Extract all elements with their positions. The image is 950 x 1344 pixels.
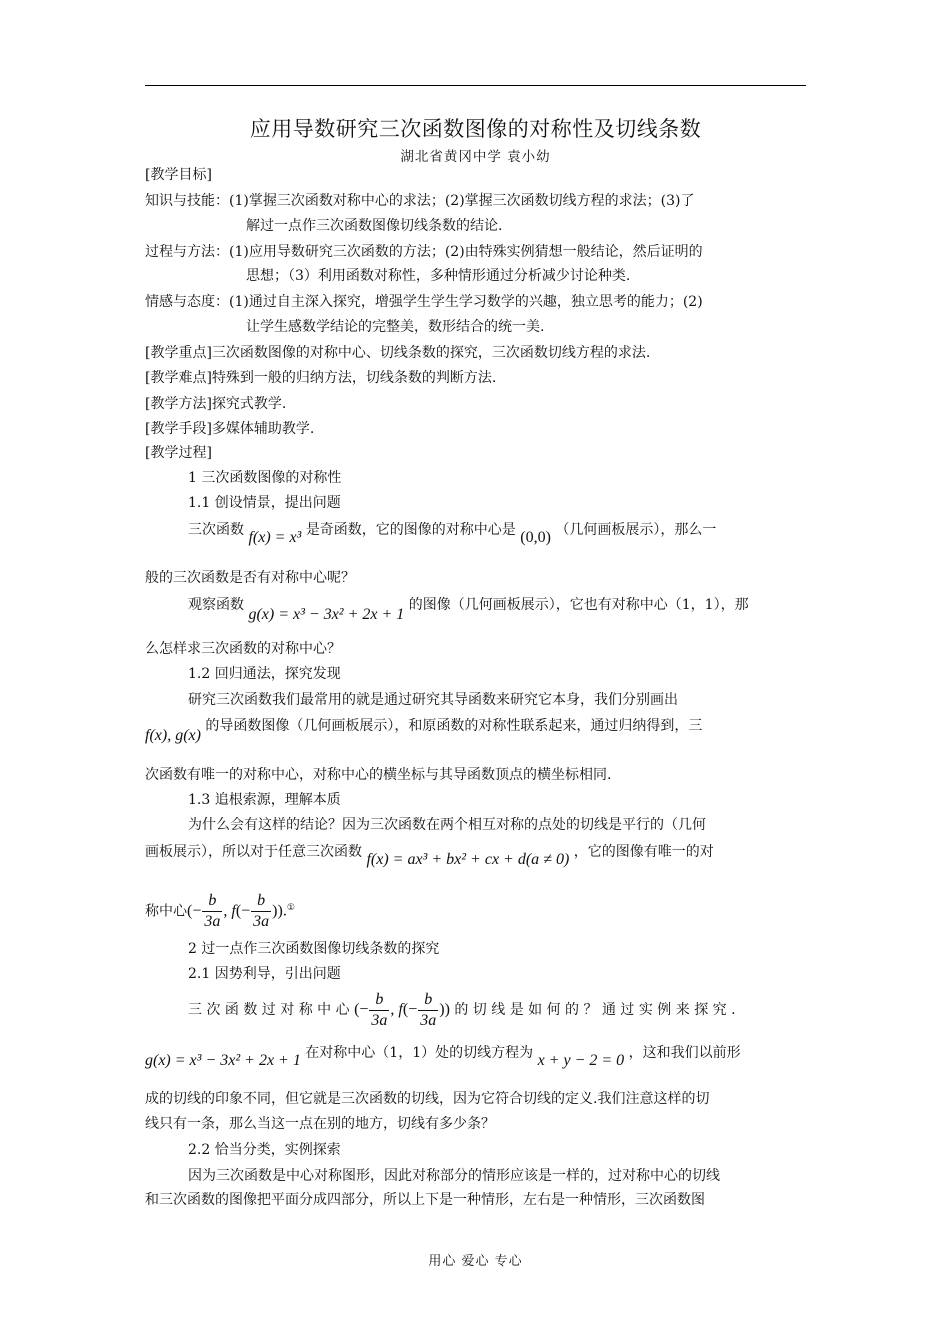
footnote-marker: ①	[286, 903, 295, 913]
p5-text-b: 的 切 线 是 如 何 的 ？ 通 过 实 例 来 探 究 .	[454, 1002, 736, 1018]
fraction-b-over-3a: $\frac{b}{3a}$	[204, 892, 221, 931]
section-1-1-heading: 1.1 创设情景，提出问题	[188, 495, 341, 511]
paragraph-3-line1: 研究三次函数我们最常用的就是通过研究其导函数来研究它本身，我们分别画出	[188, 692, 678, 708]
p6-text-b: ，这和我们以前形	[628, 1045, 741, 1061]
paragraph-2	[188, 595, 806, 623]
formula-g-cubic: g(x) = x³ − 3x² + 2x + 1	[248, 606, 405, 623]
goal-emotion-label: 情感与态度：	[145, 294, 229, 310]
teaching-method: [教学方法]探究式教学.	[145, 396, 287, 412]
key-point: [教学重点]三次函数图像的对称中心、切线条数的探究，三次函数切线方程的求法.	[145, 345, 651, 361]
formula-g-cubic-2: g(x) = x³ − 3x² + 2x + 1	[145, 1052, 301, 1069]
formula-f-cubic: f(x) = x³	[248, 529, 302, 546]
p2-text-c: 么怎样求三次函数的对称中心？	[145, 641, 341, 657]
goal-emotion-line1: (1)通过自主深入探究，增强学生学生学习数学的兴趣，独立思考的能力；(2)	[229, 294, 703, 310]
section-1-2-heading: 1.2 回归通法，探究发现	[188, 666, 341, 682]
paragraph-6-line3: 线只有一条，那么当这一点在别的地方，切线有多少条？	[145, 1116, 495, 1132]
paragraph-6-line1	[145, 1043, 806, 1069]
p1-text-c: （几何画板展示），那么一	[555, 522, 717, 538]
section-2-2-heading: 2.2 恰当分类，实例探索	[188, 1142, 341, 1158]
p3-text-b: 的导函数图像（几何画板展示），和原函数的对称性联系起来，通过归纳得到，三	[205, 718, 703, 734]
page-title: 应用导数研究三次函数图像的对称性及切线条数	[249, 117, 702, 141]
section-2-1-heading: 2.1 因势利导，引出问题	[188, 966, 341, 982]
p4-text-d: 称中心	[145, 903, 187, 920]
fraction-b-over-3a-3: $\frac{b}{3a}$	[371, 990, 388, 1029]
paragraph-3-line3: 次函数有唯一的对称中心，对称中心的横坐标与其导函数顶点的横坐标相同.	[145, 767, 612, 783]
goal-process-label: 过程与方法：	[145, 244, 229, 260]
paragraph-4-line1: 为什么会有这样的结论？因为三次函数在两个相互对称的点处的切线是平行的（几何	[188, 817, 706, 833]
paragraph-5: 三 次 函 数 过 对 称 中 心 (− $\frac{b}{3a}$ , f(− $\frac{b}{3a}$ )) 的 切 线 是 如 何 的 ？ 通 过 实 例 来 探 究 .	[188, 990, 736, 1029]
p1-text-d: 般的三次函数是否有对称中心呢？	[145, 570, 355, 586]
p5-text-a: 三 次 函 数 过 对 称 中 心	[188, 1002, 350, 1018]
fraction-b-over-3a-2: $\frac{b}{3a}$	[253, 892, 270, 931]
goal-process-line1: (1)应用导数研究三次函数的方法；(2)由特殊实例猜想一般结论，然后证明的	[229, 244, 703, 260]
paragraph-4-line2	[145, 842, 806, 868]
goal-knowledge	[145, 191, 806, 211]
goal-emotion	[145, 292, 806, 312]
section-1-3-heading: 1.3 追根索源，理解本质	[188, 792, 341, 808]
header-rule	[145, 85, 806, 86]
p2-text-b: 的图像（几何画板展示），它也有对称中心（1，1），那	[408, 597, 749, 613]
goal-process-line2: 思想；（3）利用函数对称性，多种情形通过分析减少讨论种类.	[246, 268, 631, 284]
section-2-heading: 2 过一点作三次函数图像切线条数的探究	[188, 941, 440, 957]
goal-knowledge-label: 知识与技能：	[145, 193, 229, 209]
p4-text-c: ，它的图像有唯一的对	[573, 844, 714, 860]
goal-process	[145, 242, 806, 262]
p1-text-a: 三次函数	[188, 522, 244, 538]
paragraph-4-line3: 称中心(− $\frac{b}{3a}$ , f(− $\frac{b}{3a}$ )).①	[145, 892, 295, 931]
goals-heading: [教学目标]	[145, 167, 212, 183]
difficulty: [教学难点]特殊到一般的归纳方法，切线条数的判断方法.	[145, 370, 497, 386]
fraction-b-over-3a-4: $\frac{b}{3a}$	[420, 990, 437, 1029]
section-1-heading: 1 三次函数图像的对称性	[188, 470, 342, 486]
process-heading: [教学过程]	[145, 445, 212, 461]
teaching-means: [教学手段]多媒体辅助教学.	[145, 421, 315, 437]
p6-text-a: 在对称中心（1，1）处的切线方程为	[305, 1045, 534, 1061]
page-footer: 用心 爱心 专心	[428, 1254, 523, 1269]
goal-knowledge-line1: (1)掌握三次函数对称中心的求法；(2)掌握三次函数切线方程的求法；(3)了	[229, 193, 695, 209]
formula-tangent-line: x + y − 2 = 0	[537, 1052, 625, 1069]
p2-text-a: 观察函数	[188, 597, 244, 613]
paragraph-1	[188, 520, 806, 546]
paragraph-7-line2: 和三次函数的图像把平面分成四部分，所以上下是一种情形，左右是一种情形，三次函数图	[145, 1192, 705, 1208]
paragraph-7-line1: 因为三次函数是中心对称图形，因此对称部分的情形应该是一样的，过对称中心的切线	[188, 1168, 720, 1184]
paragraph-3-line2	[145, 716, 806, 744]
formula-general-cubic: f(x) = ax³ + bx² + cx + d(a ≠ 0)	[366, 851, 570, 868]
p4-text-b: 画板展示），所以对于任意三次函数	[145, 844, 362, 860]
p1-text-b: 是奇函数，它的图像的对称中心是	[305, 522, 516, 538]
goal-knowledge-line2: 解过一点作三次函数图像切线条数的结论.	[246, 218, 503, 234]
paragraph-6-line2: 成的切线的印象不同，但它就是三次函数的切线，因为它符合切线的定义.我们注意这样的切	[145, 1091, 710, 1107]
formula-f-g: f(x), g(x)	[145, 727, 201, 744]
goal-emotion-line2: 让学生感数学结论的完整美，数形结合的统一美.	[246, 319, 545, 335]
author-byline: 湖北省黄冈中学 袁小幼	[400, 149, 551, 165]
formula-origin-point: (0,0)	[520, 529, 551, 546]
